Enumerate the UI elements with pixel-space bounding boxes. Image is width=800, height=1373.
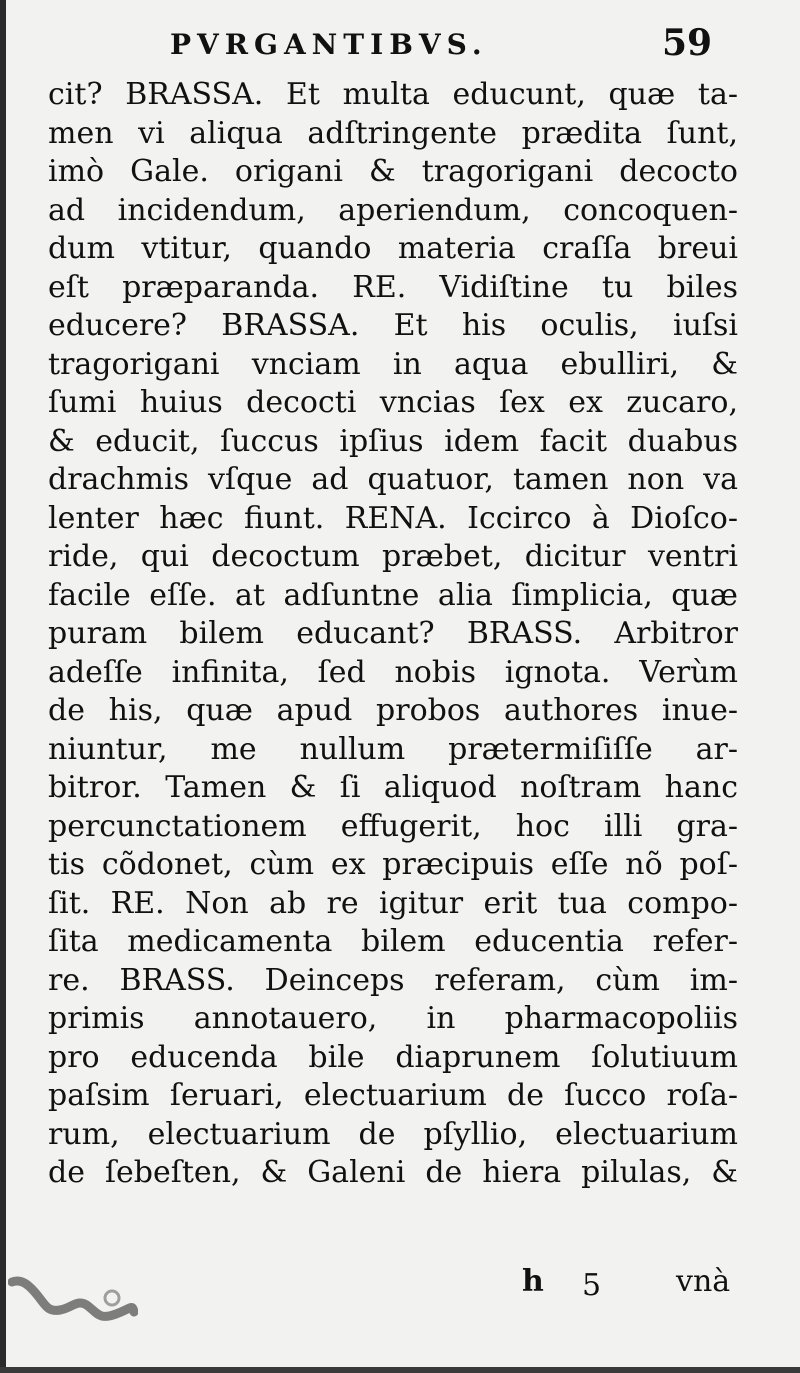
ink-stain-icon xyxy=(8,1276,138,1326)
signature-number: 5 xyxy=(582,1268,602,1303)
text-line: lenter hæc fiunt. RENA. Iccirco à Dioſco- xyxy=(48,500,738,536)
text-line: primis annotauero, in pharmacopoliis xyxy=(48,1001,738,1036)
running-head: PVRGANTIBVS. xyxy=(170,28,488,61)
text-line: de his, quæ apud probos authores inue- xyxy=(48,693,738,728)
text-line: ſit. RE. Non ab re igitur erit tua compo- xyxy=(48,885,738,921)
text-line: percunctationem effugerit, hoc illi gra- xyxy=(48,808,738,844)
text-line: niuntur, me nullum prætermiſiſſe ar- xyxy=(48,731,738,767)
catchword: vnà xyxy=(676,1264,731,1299)
page-number: 59 xyxy=(662,22,713,64)
text-line: & educit, ſuccus ipſius idem facit duabus xyxy=(48,423,738,459)
text-line: men vi aliqua adſtringente prædita ſunt, xyxy=(48,115,738,151)
text-line: paſsim ſeruari, electuarium de ſucco roſa- xyxy=(48,1078,738,1113)
body-text xyxy=(48,76,738,1193)
text-line: tis cõdonet, cùm ex præcipuis eſſe nõ poſ- xyxy=(48,847,738,882)
text-line: ad incidendum, aperiendum, concoquen- xyxy=(48,192,738,228)
text-line: re. BRASS. Deinceps referam, cùm im- xyxy=(48,962,738,998)
scan-edge-bottom xyxy=(0,1367,800,1373)
text-line: educere? BRASSA. Et his oculis, iuſsi xyxy=(48,308,738,343)
text-line: rum, electuarium de pſyllio, electuarium xyxy=(48,1116,738,1152)
text-line: bitror. Tamen & ſi aliquod noſtram hanc xyxy=(48,770,738,805)
text-line: adeſſe infinita, ſed nobis ignota. Verùm xyxy=(48,654,738,690)
text-line: imò Gale. origani & tragorigani decocto xyxy=(48,154,738,189)
text-line: ſita medicamenta bilem educentia refer- xyxy=(48,924,738,959)
text-line: ſumi huius decocti vncias ſex ex zucaro, xyxy=(48,385,738,420)
scan-edge-left xyxy=(0,0,6,1373)
text-line: eſt præparanda. RE. Vidiſtine tu biles xyxy=(48,269,738,305)
text-line: de ſebeſten, & Galeni de hiera pilulas, & xyxy=(48,1155,738,1190)
text-line: dum vtitur, quando materia craſſa breui xyxy=(48,231,738,266)
text-line: puram bilem educant? BRASS. Arbitror xyxy=(48,616,738,651)
text-line: cit? BRASSA. Et multa educunt, quæ ta- xyxy=(48,77,738,112)
text-line: facile eſſe. at adſuntne alia ſimplicia, quæ xyxy=(48,577,738,613)
text-line: drachmis vſque ad quatuor, tamen non va xyxy=(48,462,738,497)
text-line: pro educenda bile diaprunem ſolutiuum xyxy=(48,1039,738,1075)
text-line: ride, qui decoctum præbet, dicitur ventri xyxy=(48,539,738,574)
signature-line xyxy=(48,1262,738,1302)
text-line: tragorigani vnciam in aqua ebulliri, & xyxy=(48,346,738,382)
signature-mark: h xyxy=(522,1264,544,1299)
